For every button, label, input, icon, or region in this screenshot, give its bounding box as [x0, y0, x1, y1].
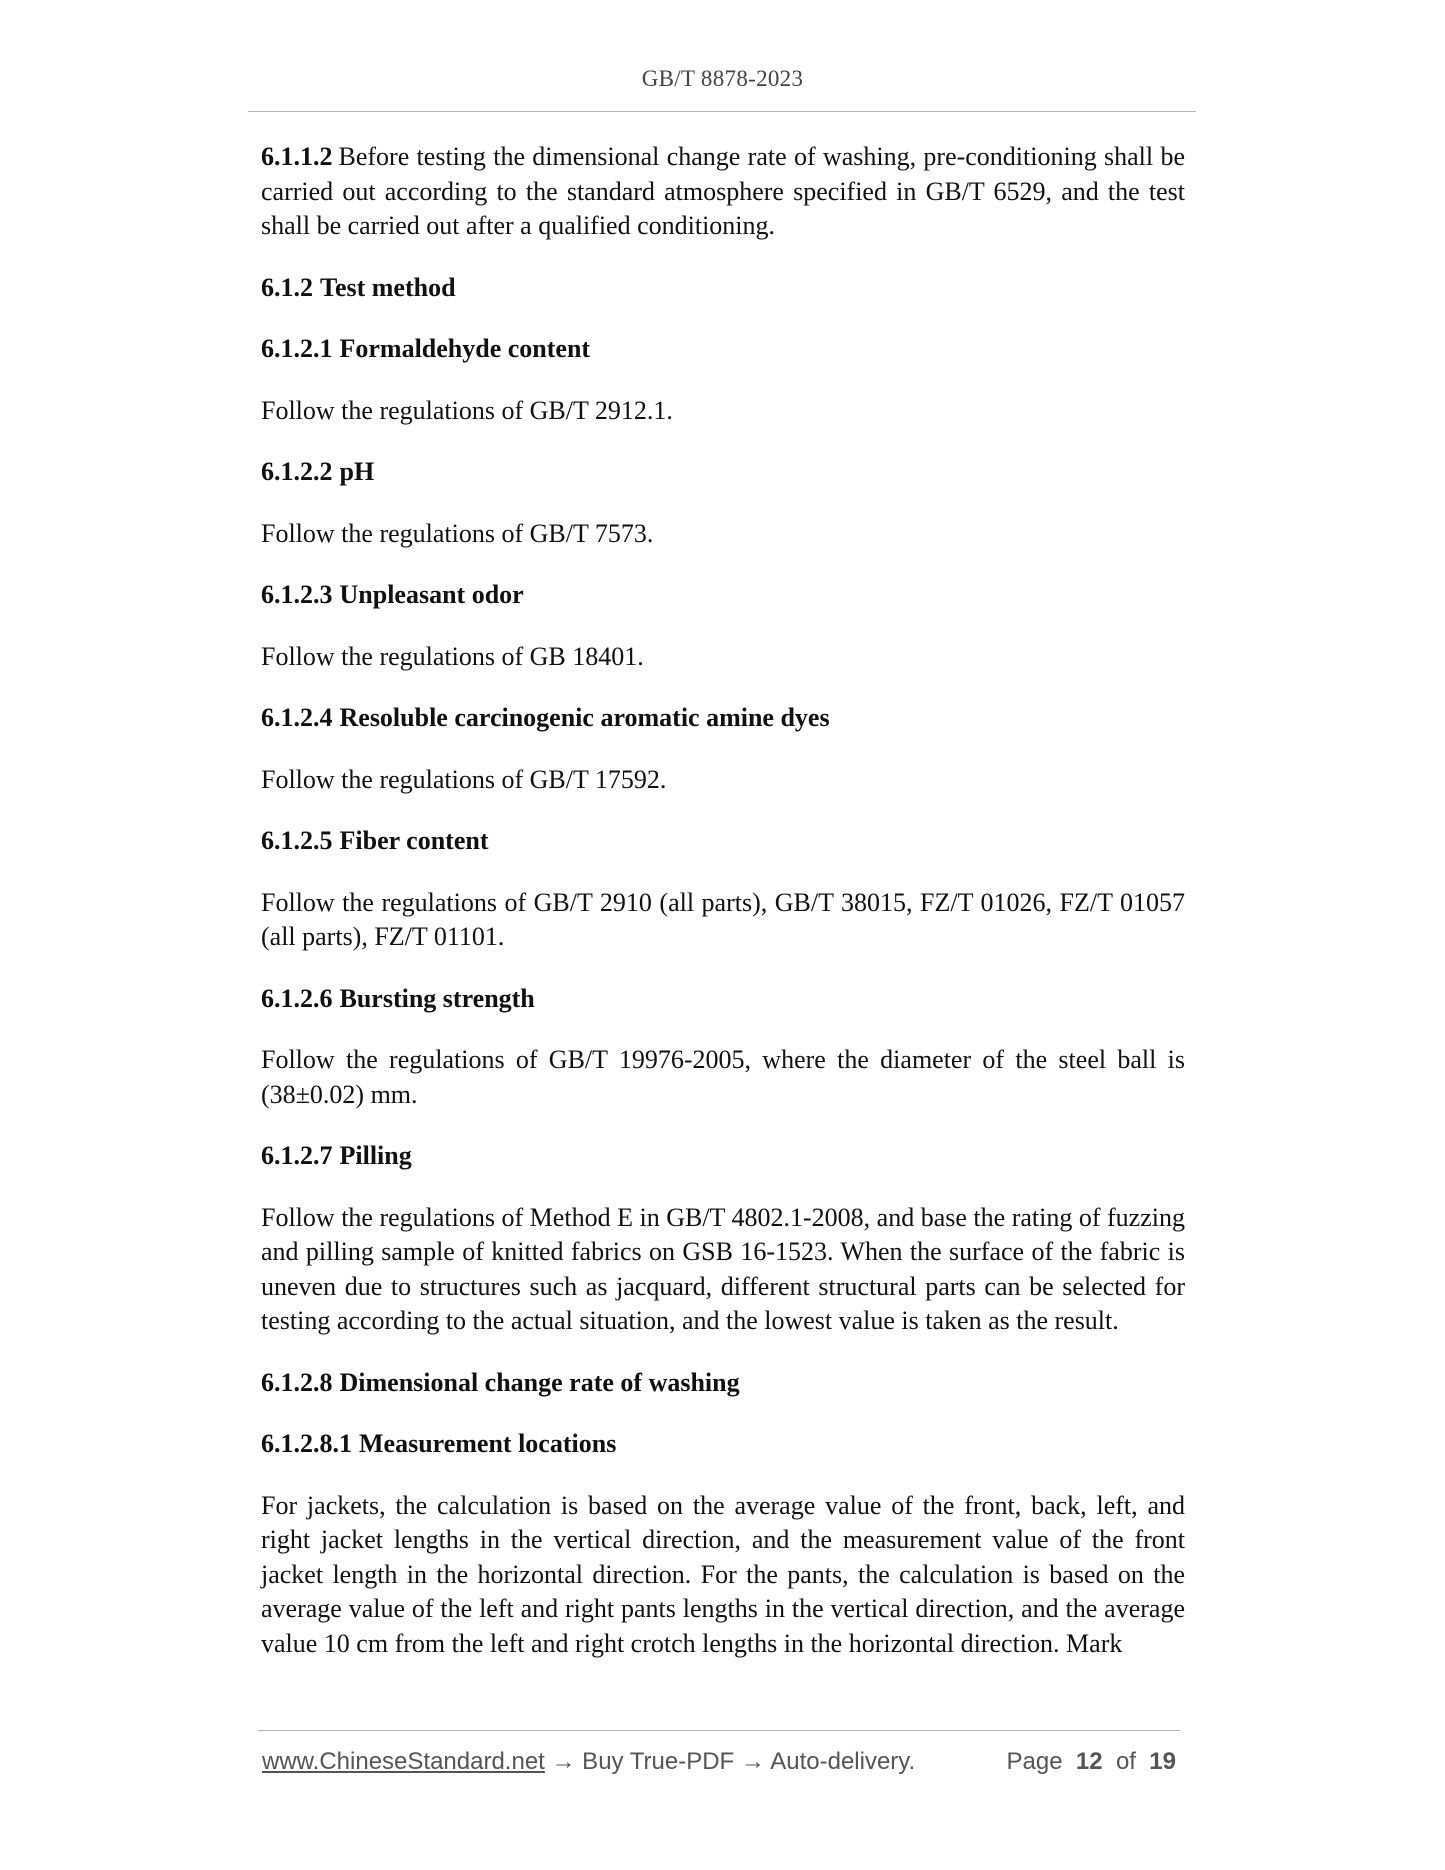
clause-number: 6.1.2.4 [261, 703, 333, 732]
paragraph-formaldehyde: Follow the regulations of GB/T 2912.1. [261, 395, 673, 425]
heading-text: Dimensional change rate of washing [339, 1367, 740, 1397]
header-divider [248, 111, 1196, 112]
clause-number: 6.1.2 [261, 272, 313, 302]
chinesestandard-link[interactable]: www.ChineseStandard.net [262, 1748, 545, 1775]
paragraph-measurement-locations: For jackets, the calculation is based on the average value of the front, back, left, and right jacket lengths in the vertical direction, and the measurement value of the front jacket length in the horizontal direction. For the pants, the calculation is based on the average value of the left and right pants lengths in the vertical direction, and the average value 10 cm from the left and right crotch lengths in the horizontal direction. Mark [261, 1490, 1185, 1658]
heading-text: pH [339, 457, 375, 486]
total-pages-number: 19 [1149, 1748, 1176, 1775]
heading-text: Fiber content [339, 826, 489, 855]
paragraph-bursting-strength: Follow the regulations of GB/T 19976-2005, where the diameter of the steel ball is (38±0.02) mm. [261, 1045, 1185, 1109]
heading-text: Pilling [339, 1141, 412, 1170]
paragraph-text: Before testing the dimensional change rate of washing, pre-conditioning shall be carried out according to the standard atmosphere specified in GB/T 6529, and the test shall be carried out after a qualified conditioning. [261, 142, 1185, 240]
heading-text: Formaldehyde content [339, 334, 591, 363]
page-label: Page [1006, 1748, 1063, 1775]
paragraph-fiber-content: Follow the regulations of GB/T 2910 (all parts), GB/T 38015, FZ/T 01026, FZ/T 01057 (all parts), FZ/T 01101. [261, 887, 1185, 951]
heading-text: Measurement locations [359, 1429, 617, 1458]
clause-number: 6.1.2.8 [261, 1367, 333, 1397]
page-footer [262, 1748, 1180, 1782]
document-body [261, 140, 1185, 1688]
paragraph-odor: Follow the regulations of GB 18401. [261, 641, 644, 671]
heading-pilling [261, 1139, 1185, 1174]
clause-number: 6.1.2.6 [261, 983, 333, 1013]
heading-text: Test method [320, 272, 456, 302]
clause-number: 6.1.2.2 [261, 457, 333, 486]
heading-fiber-content [261, 824, 1185, 859]
heading-text: Bursting strength [339, 983, 535, 1013]
clause-number: 6.1.1.2 [261, 142, 333, 171]
paragraph-ph: Follow the regulations of GB/T 7573. [261, 518, 654, 548]
heading-test-method [261, 271, 1185, 306]
clause-number: 6.1.2.1 [261, 334, 333, 363]
clause-number: 6.1.2.3 [261, 580, 333, 609]
page-indicator [1006, 1748, 1176, 1776]
clause-number: 6.1.2.7 [261, 1141, 333, 1170]
document-header-id: GB/T 8878-2023 [641, 66, 804, 91]
heading-text: Unpleasant odor [339, 580, 524, 609]
heading-dimensional-change [261, 1366, 1185, 1401]
heading-text: Resoluble carcinogenic aromatic amine dyes [339, 703, 830, 732]
footer-promo-text: → Buy True-PDF → Auto-delivery. [544, 1748, 916, 1775]
footer-promo [262, 1748, 915, 1776]
footer-divider [258, 1730, 1180, 1731]
heading-formaldehyde-content [261, 332, 1185, 367]
clause-number: 6.1.2.8.1 [261, 1429, 352, 1458]
heading-unpleasant-odor [261, 578, 1185, 613]
current-page-number: 12 [1075, 1748, 1103, 1775]
heading-measurement-locations [261, 1427, 1185, 1462]
heading-bursting-strength [261, 982, 1185, 1017]
heading-amine-dyes [261, 701, 1185, 736]
paragraph-6-1-1-2 [261, 140, 1185, 244]
page-of-label: of [1115, 1748, 1136, 1775]
heading-ph [261, 455, 1185, 490]
paragraph-amine-dyes: Follow the regulations of GB/T 17592. [261, 764, 667, 794]
clause-number: 6.1.2.5 [261, 826, 333, 855]
paragraph-pilling: Follow the regulations of Method E in GB/T 4802.1-2008, and base the rating of fuzzing and pilling sample of knitted fabrics on GSB 16-1523. When the surface of the fabric is uneven due to structures such as jacquard, different structural parts can be selected for testing according to the actual situation, and the lowest value is taken as the result. [261, 1202, 1185, 1335]
